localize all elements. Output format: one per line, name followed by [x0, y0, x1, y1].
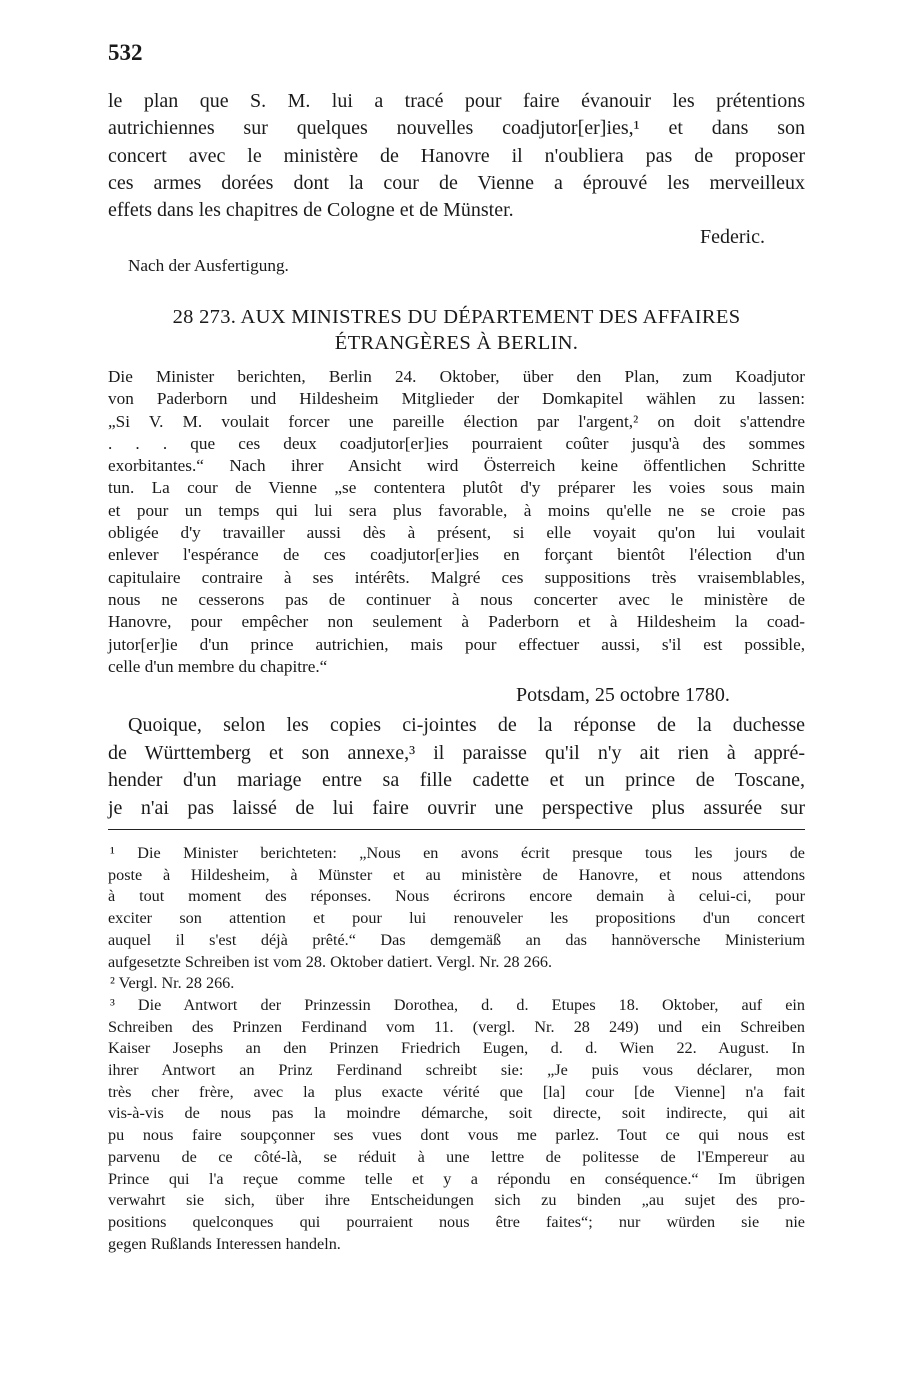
text-line: enlever l'espérance de ces coadjutor[er]ies en forçant bientôt l'élection d'un [108, 545, 805, 565]
footnote-line: ² Vergl. Nr. 28 266. [110, 974, 235, 993]
letter-heading-line: 28 273. AUX MINISTRES DU DÉPARTEMENT DES AFFAIRES [172, 306, 741, 328]
signature: Federic. [700, 226, 765, 248]
footnote-line: exciter son attention et pour lui renouveler les propositions d'un concert [108, 909, 805, 928]
footnote-line: aufgesetzte Schreiben ist vom 28. Oktober datiert. Vergl. Nr. 28 266. [108, 952, 553, 971]
text-line: hender d'un mariage entre sa fille cadette et un prince de Toscane, [108, 769, 805, 791]
text-line: ces armes dorées dont la cour de Vienne a éprouvé les merveilleux [108, 171, 805, 194]
footnote-line: Kaiser Josephs an den Prinzen Friedrich Eugen, d. d. Wien 22. August. In [108, 1039, 805, 1058]
dateline: Potsdam, 25 octobre 1780. [516, 684, 730, 706]
text-line: Hanovre, pour empêcher non seulement à Paderborn et à Hildesheim la coad- [108, 612, 805, 632]
footnote-line: gegen Rußlands Interessen handeln. [108, 1234, 341, 1253]
footnote-line: poste à Hildesheim, à Münster et au ministère de Hanovre, et nous attendons [108, 865, 805, 884]
text-line: „Si V. M. voulait forcer une pareille élection par l'argent,² on doit s'attendre [108, 411, 805, 431]
page-number: 532 [108, 40, 143, 65]
footnote-line: Schreiben des Prinzen Ferdinand vom 11. (vergl. Nr. 28 249) und ein Schreiben [108, 1017, 805, 1036]
intro-paragraph [108, 88, 805, 224]
footnote-line: très cher frère, avec la plus exacte vérité que [la] cour [de Vienne] n'a fait [108, 1082, 805, 1101]
text-line: le plan que S. M. lui a tracé pour faire évanouir les prétentions [108, 90, 805, 112]
footnote-line: positions quelconques qui pourraient nous être faites“; nur würden sie nie [108, 1212, 805, 1231]
text-line: von Paderborn und Hildesheim Mitglieder der Domkapitel wählen zu lassen: [108, 389, 805, 409]
text-line: tun. La cour de Vienne „se contentera plutôt d'y préparer les voies sous main [108, 478, 805, 498]
letter-heading [108, 304, 805, 356]
footnote-line: à tout moment des réponses. Nous écrirons encore demain à celui-ci, pour [108, 887, 805, 906]
letter-heading-line: ÉTRANGÈRES À BERLIN. [334, 332, 579, 354]
footnote-line: vis-à-vis de nous pas la moindre démarche, soit directe, soit indirecte, qui ait [108, 1104, 805, 1123]
source-note: Nach der Ausfertigung. [128, 256, 289, 275]
text-line: nous ne cesserons pas de continuer à nous concerter avec le ministère de [108, 589, 805, 609]
footnote-line: ihrer Antwort an Prinz Ferdinand schreibt sie: „Je puis vous déclarer, mon [108, 1061, 805, 1080]
text-line: exorbitantes.“ Nach ihrer Ansicht wird Österreich keine öffentlichen Schritte [108, 456, 805, 476]
text-line: obligée d'y travailler aussi dès à présent, si elle voyait qu'on lui voulait [108, 523, 805, 543]
footnote-line: ¹ Die Minister berichteten: „Nous en avons écrit presque tous les jours de [110, 844, 805, 862]
text-line: . . . que ces deux coadjutor[er]ies pourraient coûter jusqu'à des sommes [108, 433, 805, 453]
text-line: Quoique, selon les copies ci-jointes de la réponse de la duchesse [128, 714, 805, 736]
text-line: et pour un temps qui lui sera plus favorable, à moins qu'elle ne se croie pas [108, 500, 805, 520]
footnote-line: verwahrt sie sich, über ihre Entscheidungen sich zu binden „au sujet des pro- [108, 1191, 805, 1210]
footnote-line: auquel il s'est déjà prêté.“ Das demgemäß an das hannöversche Ministerium [108, 930, 805, 949]
text-line: jutor[er]ie d'un prince autrichien, mais pour effectuer aussi, s'il est possible, [108, 634, 805, 654]
letter-body [108, 712, 805, 822]
text-line: je n'ai pas laissé de lui faire ouvrir une perspective plus assurée sur [108, 796, 805, 819]
text-line: concert avec le ministère de Hanovre il n'oubliera pas de proposer [108, 144, 805, 167]
text-line: capitulaire contraire à ses intérêts. Malgré ces suppositions très vraisemblables, [108, 567, 805, 587]
footnote-line: Prince qui l'a reçue comme telle et y a répondu en conséquence.“ Im übrigen [108, 1169, 805, 1188]
text-line: de Württemberg et son annexe,³ il paraisse qu'il n'y ait rien à appré- [108, 741, 805, 764]
text-line: effets dans les chapitres de Cologne et de Münster. [108, 199, 514, 222]
footnotes [108, 843, 805, 1255]
footnote-divider [108, 829, 805, 830]
footnote-line: parvenu de ce côté-là, se réduit à une lettre de politesse de l'Empereur au [108, 1147, 805, 1166]
text-line: autrichiennes sur quelques nouvelles coadjutor[er]ies,¹ et dans son [108, 117, 805, 140]
footnote-line: pu nous faire soupçonner ses vues dont vous me parlez. Tout ce qui nous est [108, 1126, 805, 1145]
footnote-line: ³ Die Antwort der Prinzessin Dorothea, d. d. Etupes 18. Oktober, auf ein [110, 995, 805, 1014]
letter-summary [108, 366, 805, 678]
text-line: celle d'un membre du chapitre.“ [108, 656, 328, 676]
text-line: Die Minister berichten, Berlin 24. Oktober, über den Plan, zum Koadjutor [108, 367, 805, 386]
